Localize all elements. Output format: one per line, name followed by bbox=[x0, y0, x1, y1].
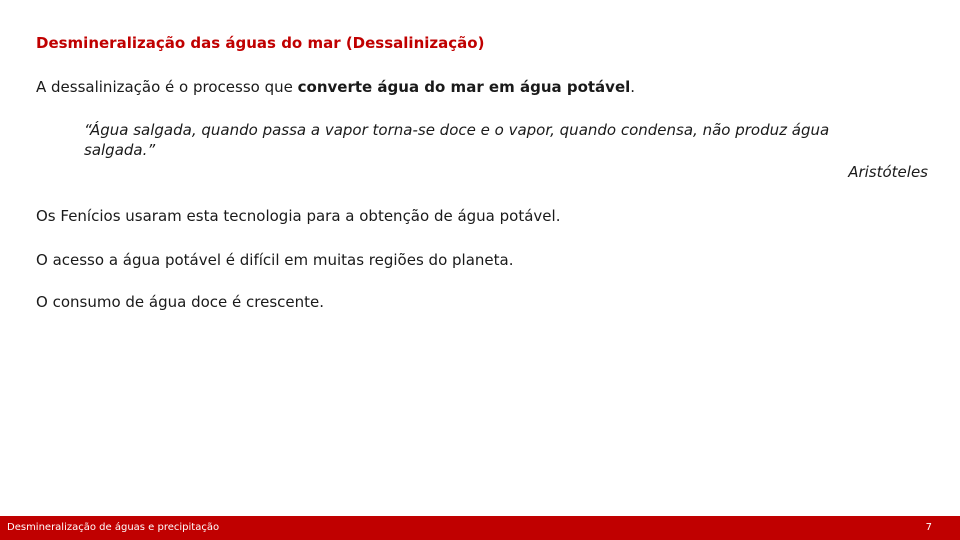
intro-text: A dessalinização é o processo que bbox=[36, 78, 298, 96]
intro-paragraph bbox=[36, 78, 635, 96]
page-number: 7 bbox=[925, 522, 932, 533]
quote-text: “Água salgada, quando passa a vapor torna-se doce e o vapor, quando condensa, não produz água salgada.” bbox=[84, 121, 830, 159]
paragraph-access: O acesso a água potável é difícil em muitas regiões do planeta. bbox=[36, 251, 514, 269]
paragraph-phoenicians: Os Fenícios usaram esta tecnologia para a obtenção de água potável. bbox=[36, 207, 561, 225]
slide-title: Desmineralização das águas do mar (Dessalinização) bbox=[36, 34, 485, 52]
footer-text: Desmineralização de águas e precipitação bbox=[7, 522, 220, 533]
paragraph-consumption: O consumo de água doce é crescente. bbox=[36, 293, 325, 311]
intro-highlight: converte água do mar em água potável bbox=[297, 78, 631, 96]
quote-author: Aristóteles bbox=[848, 163, 928, 181]
intro-period: . bbox=[630, 78, 636, 96]
footer-bar bbox=[0, 516, 960, 540]
